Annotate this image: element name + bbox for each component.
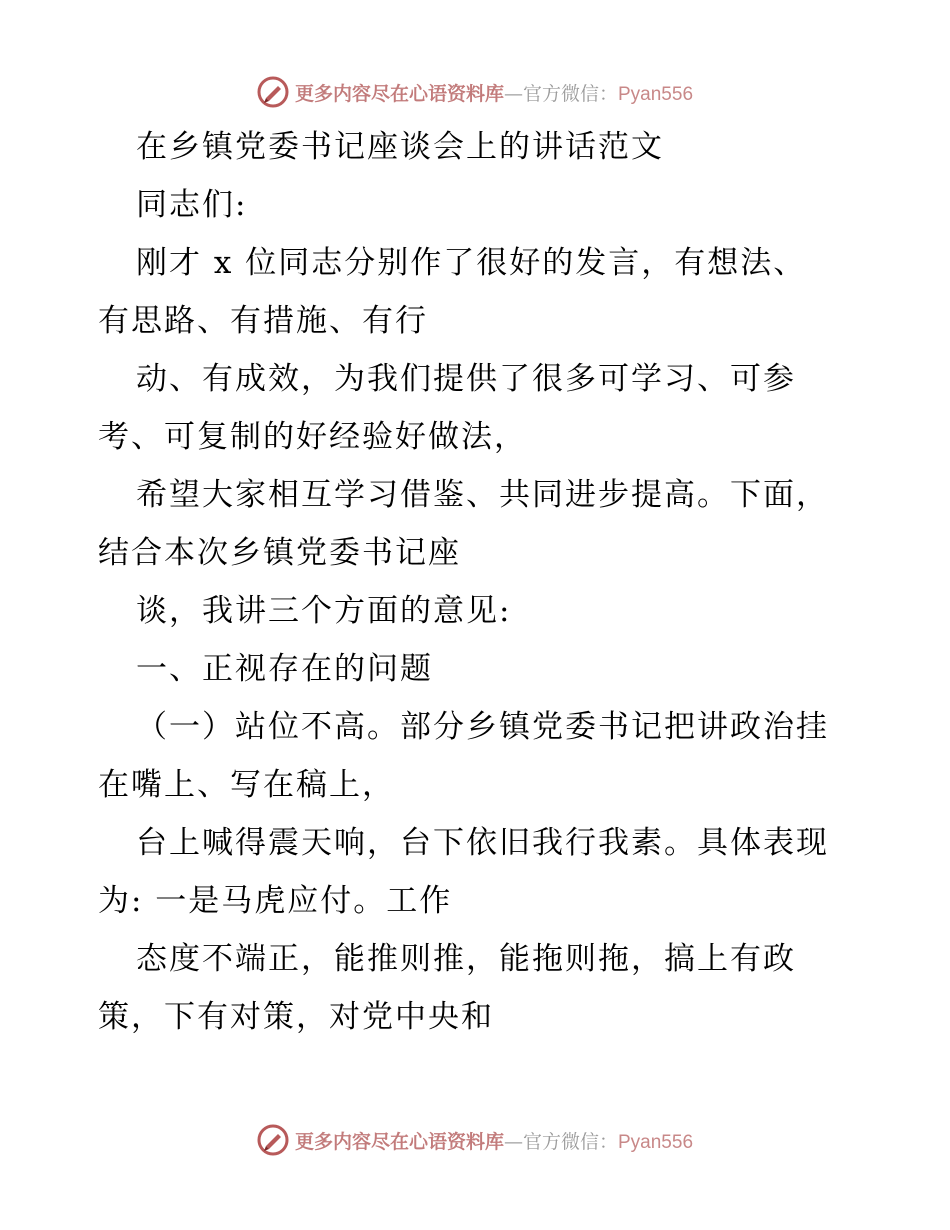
paragraph-line: 为: 一是马虎应付。工作 — [98, 883, 453, 919]
paragraph-line: 考、可复制的好经验好做法， — [98, 419, 527, 455]
section-heading: 一、正视存在的问题 — [136, 651, 433, 687]
salutation: 同志们: — [136, 187, 248, 223]
watermark-label: 官方微信： — [522, 82, 618, 105]
paragraph-line: 动、有成效，为我们提供了很多可学习、可参 — [136, 361, 796, 397]
header-watermark — [0, 70, 950, 114]
watermark-site: 更多内容尽在心语资料库 — [294, 1130, 504, 1153]
watermark-group — [257, 76, 693, 108]
paragraph-line: （一）站位不高。部分乡镇党委书记把讲政治挂 — [136, 709, 829, 745]
watermark-id: Pyan556 — [618, 83, 694, 105]
watermark-group — [257, 1124, 693, 1156]
watermark-id: Pyan556 — [618, 1131, 694, 1153]
watermark-text — [295, 79, 693, 106]
paragraph-line: 策，下有对策，对党中央和 — [98, 999, 494, 1035]
paragraph-line: 在嘴上、写在稿上， — [98, 767, 395, 803]
watermark-separator: — — [503, 1130, 523, 1153]
watermark-text — [295, 1127, 693, 1154]
watermark-separator: — — [503, 82, 523, 105]
document-title: 在乡镇党委书记座谈会上的讲话范文 — [136, 129, 664, 165]
paragraph-line: 刚才 x 位同志分别作了很好的发言，有想法、 — [136, 245, 807, 281]
pen-logo-icon — [257, 76, 289, 108]
paragraph-line: 态度不端正，能推则推，能拖则拖，搞上有政 — [136, 941, 796, 977]
document-body — [98, 118, 868, 1046]
paragraph-line: 有思路、有措施、有行 — [98, 303, 428, 339]
paragraph-line: 结合本次乡镇党委书记座 — [98, 535, 461, 571]
pen-logo-icon — [257, 1124, 289, 1156]
paragraph-line: 台上喊得震天响，台下依旧我行我素。具体表现 — [136, 825, 829, 861]
paragraph-line: 谈，我讲三个方面的意见: — [136, 593, 512, 629]
watermark-site: 更多内容尽在心语资料库 — [294, 82, 504, 105]
paragraph-line: 希望大家相互学习借鉴、共同进步提高。下面， — [136, 477, 829, 513]
footer-watermark — [0, 1118, 950, 1162]
watermark-label: 官方微信： — [522, 1130, 618, 1153]
